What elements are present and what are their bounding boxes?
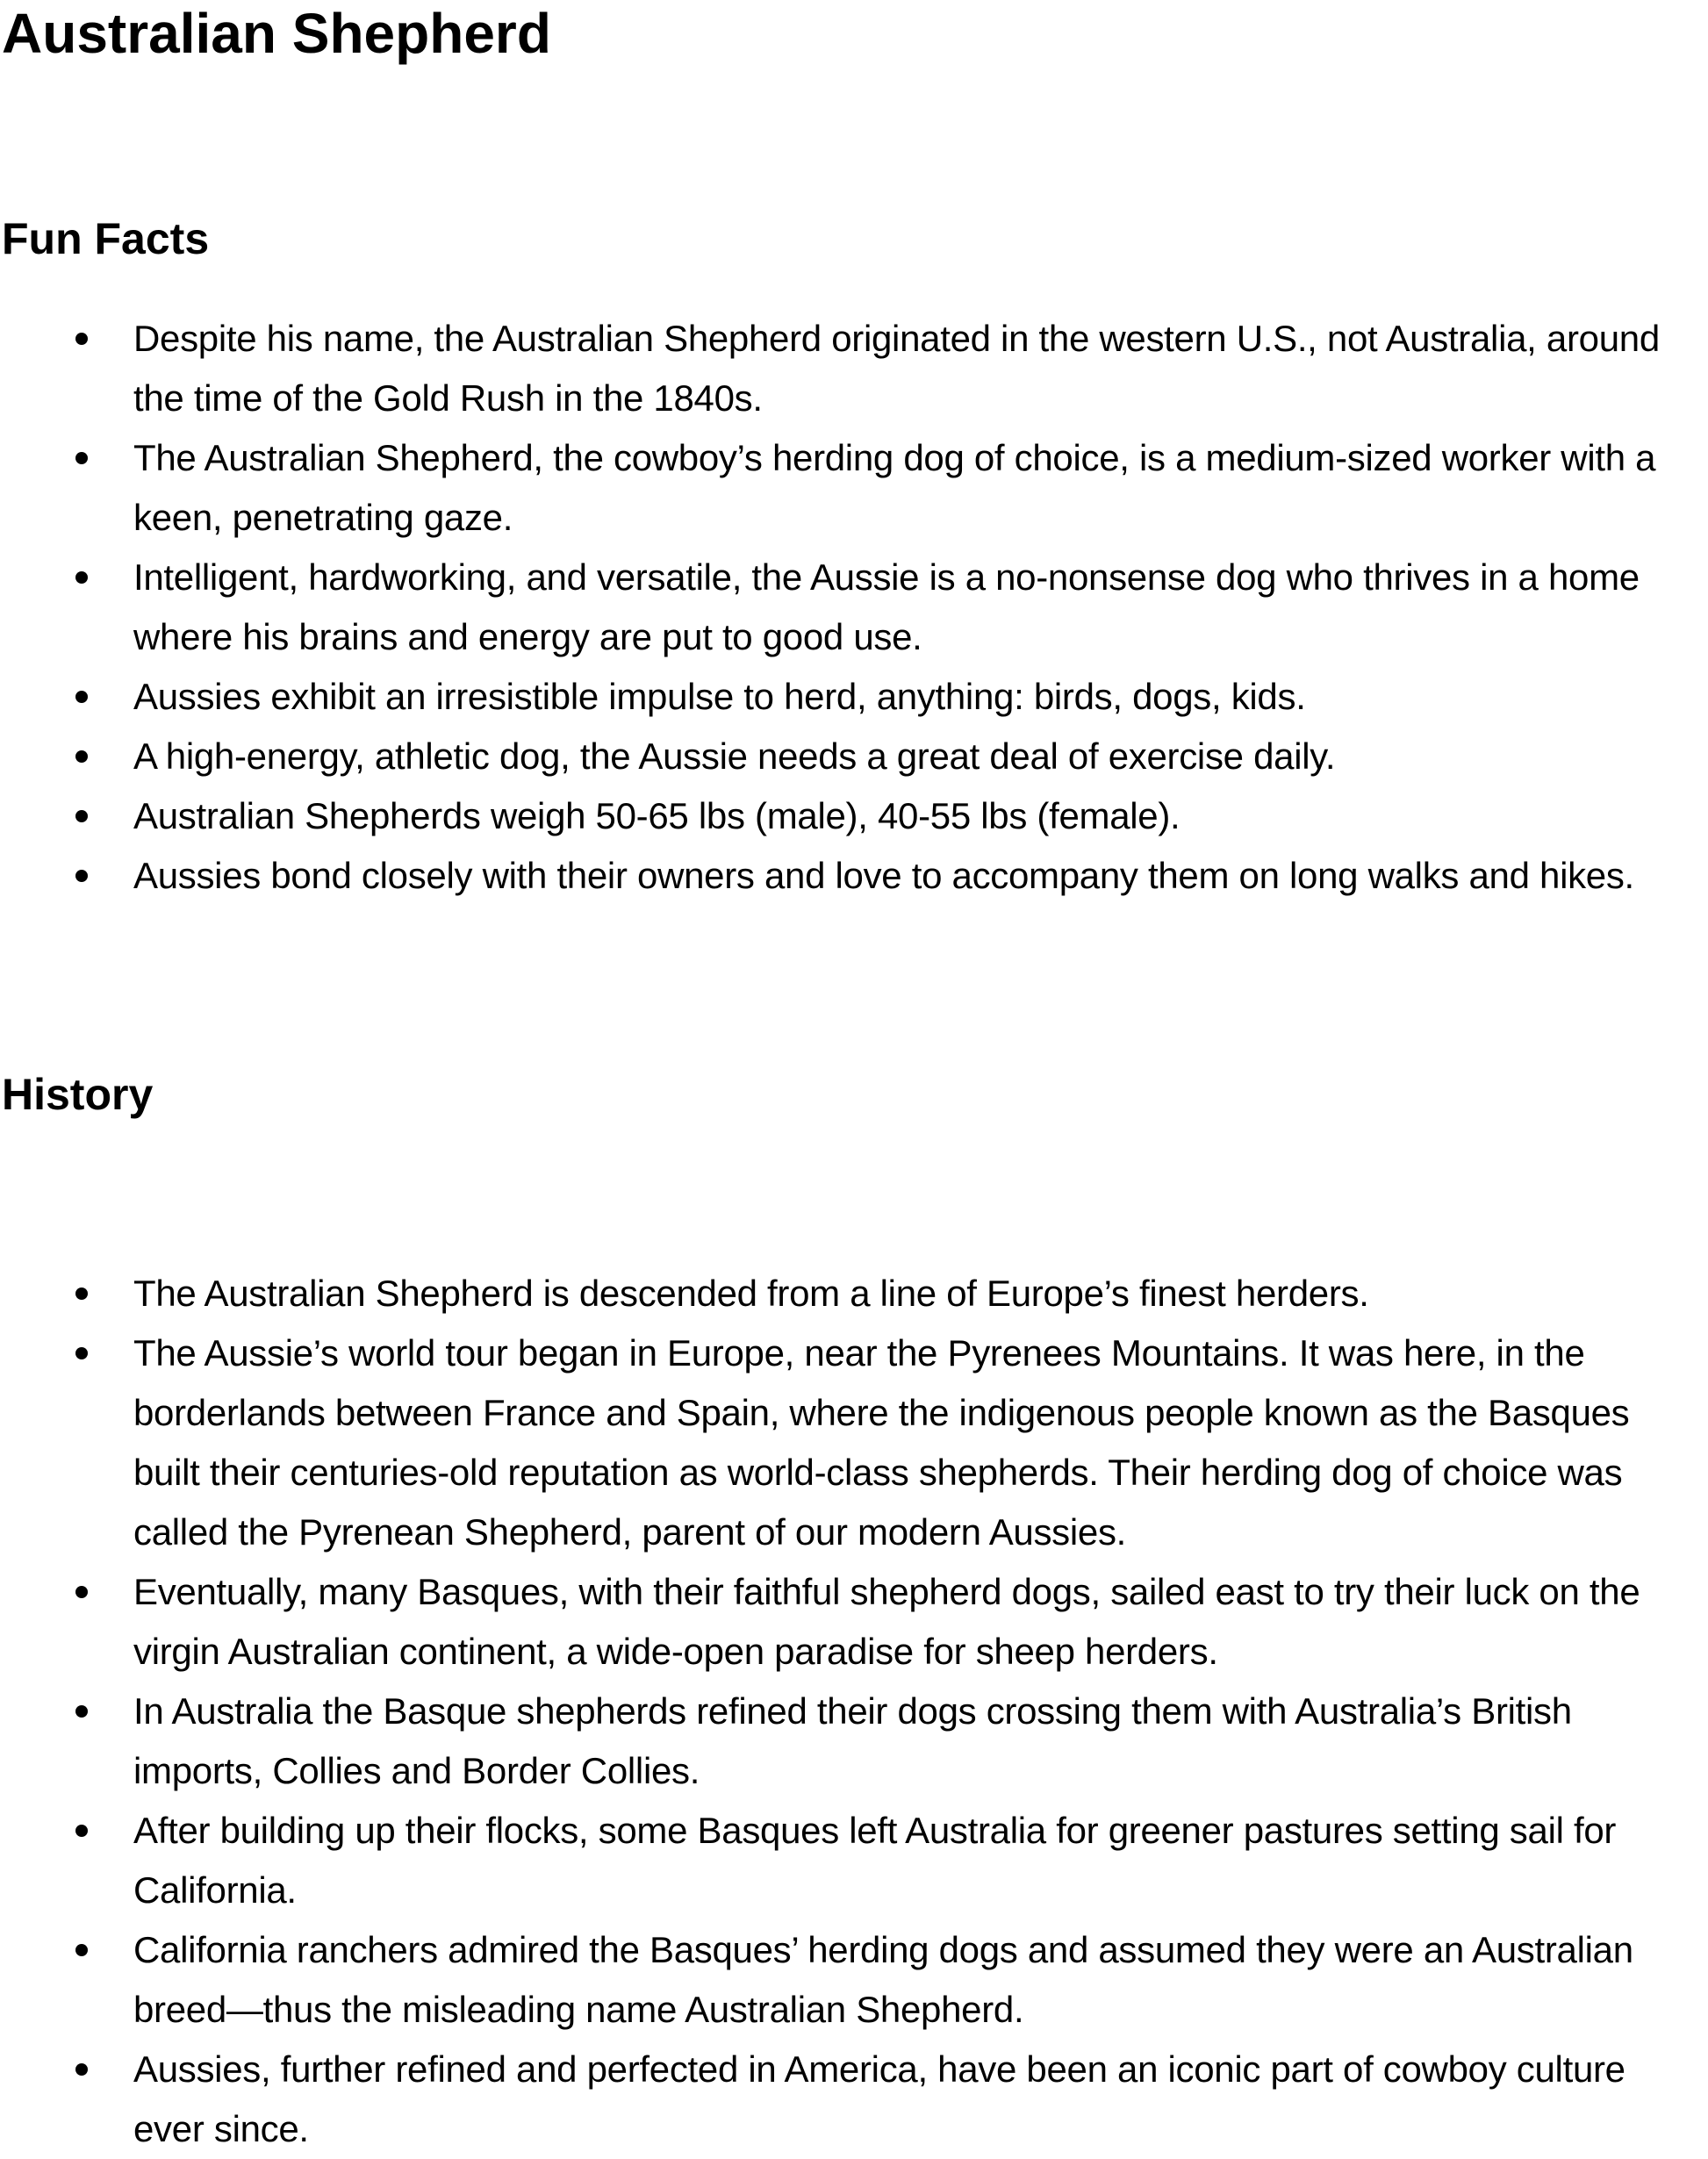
history-text: Aussies, further refined and perfected in America, have been an iconic part of cowboy culture ever since. (133, 2048, 1625, 2149)
history-item (0, 2040, 1704, 2159)
fun-fact-text: Australian Shepherds weigh 50-65 lbs (male), 40-55 lbs (female). (133, 795, 1181, 836)
history-item (0, 1562, 1704, 1682)
fun-fact-text: Intelligent, hardworking, and versatile, the Aussie is a no-nonsense dog who thrives in a home where his brains and energy are put to good use. (133, 556, 1640, 657)
bullet-icon (75, 1288, 88, 1300)
document-title: Australian Shepherd (2, 2, 551, 65)
fun-fact-text: Aussies bond closely with their owners and love to accompany them on long walks and hikes. (133, 855, 1634, 896)
fun-fact-item (0, 727, 1704, 786)
fun-fact-item (0, 786, 1704, 846)
fun-facts-heading: Fun Facts (2, 214, 210, 263)
bullet-icon (75, 333, 88, 345)
fun-fact-text: The Australian Shepherd, the cowboy’s herding dog of choice, is a medium-sized worker with a keen, penetrating gaze. (133, 437, 1656, 538)
history-text: After building up their flocks, some Basques left Australia for greener pastures setting sail for California. (133, 1810, 1617, 1911)
history-item (0, 1323, 1704, 1562)
bullet-icon (75, 452, 88, 464)
history-heading: History (2, 1070, 154, 1119)
history-text: The Australian Shepherd is descended from a line of Europe’s finest herders. (133, 1273, 1369, 1314)
fun-fact-item (0, 846, 1704, 906)
fun-fact-item (0, 309, 1704, 428)
fun-fact-text: A high-energy, athletic dog, the Aussie needs a great deal of exercise daily. (133, 735, 1336, 777)
fun-fact-text: Despite his name, the Australian Shepherd originated in the western U.S., not Australia, around the time of the Gold Rush in the 1840s. (133, 318, 1660, 419)
history-item (0, 1682, 1704, 1801)
bullet-icon (75, 2063, 88, 2076)
history-text: California ranchers admired the Basques’ herding dogs and assumed they were an Australian breed—thus the misleading name Australian Shepherd. (133, 1929, 1633, 2030)
fun-fact-item (0, 428, 1704, 548)
bullet-icon (75, 810, 88, 822)
bullet-icon (75, 1705, 88, 1718)
bullet-icon (75, 870, 88, 882)
fun-fact-item (0, 667, 1704, 727)
bullet-icon (75, 750, 88, 763)
history-item (0, 1801, 1704, 1920)
fun-facts-list (0, 309, 1708, 906)
fun-fact-item (0, 548, 1704, 667)
history-list (0, 1264, 1708, 2159)
bullet-icon (75, 1347, 88, 1359)
history-item (0, 1264, 1704, 1323)
history-text: In Australia the Basque shepherds refined their dogs crossing them with Australia’s British imports, Collies and Border Collies. (133, 1690, 1572, 1791)
bullet-icon (75, 1586, 88, 1598)
history-item (0, 1920, 1704, 2040)
history-text: The Aussie’s world tour began in Europe, near the Pyrenees Mountains. It was here, in the borderlands between France and Spain, where the indigenous people known as the Basques built their centuries-old reputation as world-class shepherds. Their herding dog of choice was called the Pyrenean Shepherd, parent of our modern Aussies. (133, 1332, 1630, 1553)
bullet-icon (75, 1825, 88, 1837)
bullet-icon (75, 691, 88, 703)
fun-fact-text: Aussies exhibit an irresistible impulse to herd, anything: birds, dogs, kids. (133, 676, 1306, 717)
bullet-icon (75, 1944, 88, 1956)
bullet-icon (75, 571, 88, 584)
history-text: Eventually, many Basques, with their faithful shepherd dogs, sailed east to try their luck on the virgin Australian continent, a wide-open paradise for sheep herders. (133, 1571, 1640, 1672)
